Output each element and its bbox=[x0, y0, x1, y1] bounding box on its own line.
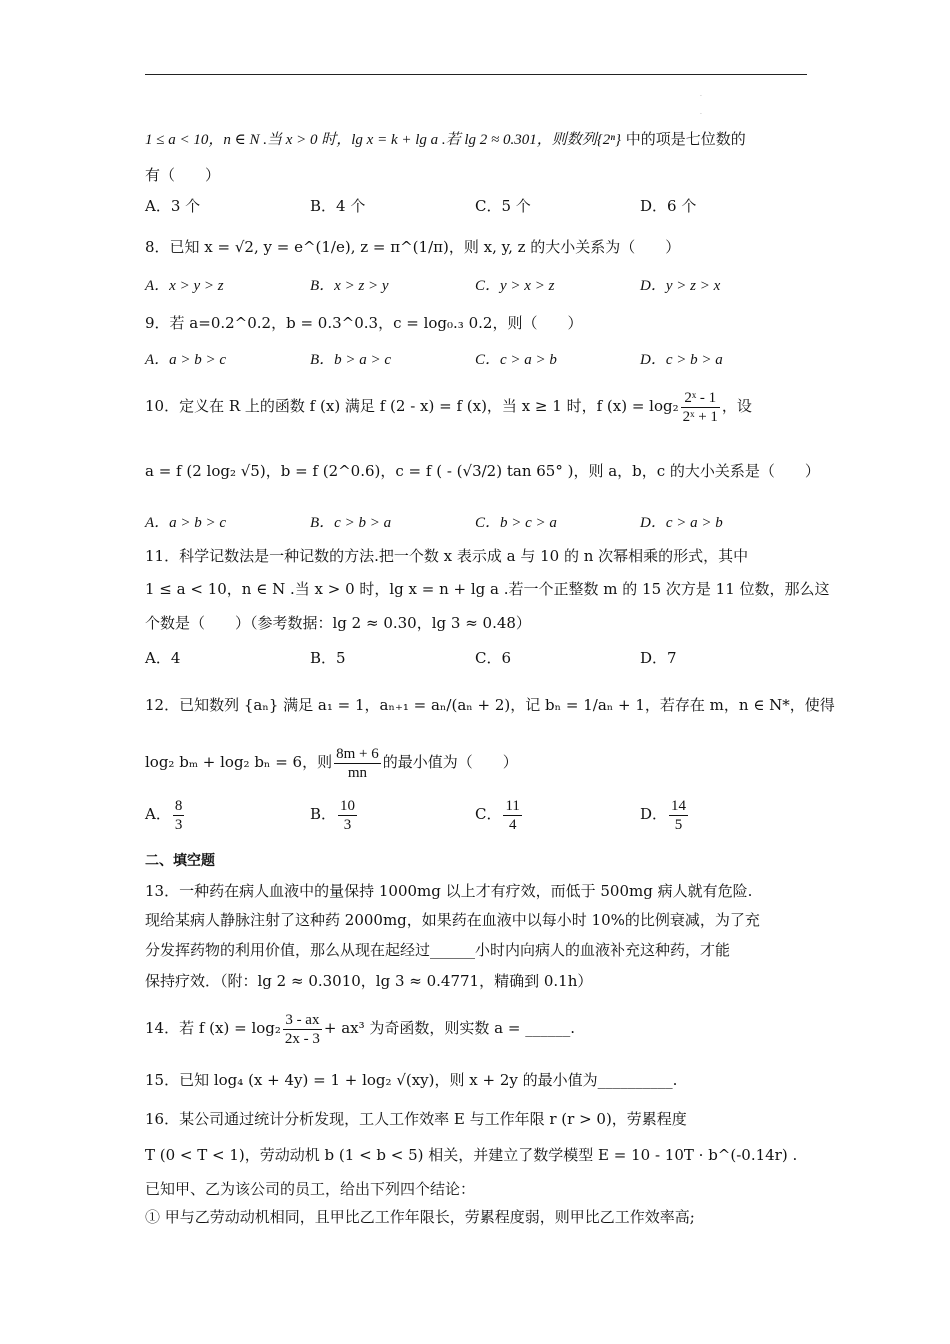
q14-stem bbox=[145, 1008, 575, 1048]
q11-options bbox=[145, 647, 807, 673]
q13-line-4: 保持疗效．（附：lg 2 ≈ 0.3010，lg 3 ≈ 0.4771，精确到 0.1h） bbox=[145, 972, 593, 990]
q15-stem: 15．已知 log₄ (x + 4y) = 1 + log₂ √(xy)，则 x + 2y 的最小值为__________. bbox=[145, 1071, 678, 1089]
q10-option-d: D．c > a > b bbox=[640, 515, 723, 531]
q12-option-d bbox=[640, 794, 690, 834]
q9-stem: 9．若 a=0.2^0.2，b = 0.3^0.3，c = log₀.₃ 0.2，则（ ） bbox=[145, 314, 583, 332]
q16-line-2: T (0 < T < 1)，劳动动机 b (1 < b < 5) 相关，并建立了数学模型 E = 10 - 10T · b^(-0.14r) . bbox=[145, 1146, 798, 1164]
q14-text: 14．若 f (x) = log₂ bbox=[145, 1019, 281, 1037]
q10-text: 10．定义在 R 上的函数 f (x) 满足 f (2 - x) = f (x)，当 x ≥ 1 时，f (x) = log₂ bbox=[145, 397, 679, 415]
q11-line-1: 11．科学记数法是一种记数的方法.把一个数 x 表示成 a 与 10 的 n 次幂相乘的形式，其中 bbox=[145, 547, 749, 565]
q12-option-c-frac bbox=[503, 797, 521, 834]
q16-line-3: 已知甲、乙为该公司的员工，给出下列四个结论： bbox=[145, 1180, 476, 1198]
q12-stem-line-2 bbox=[145, 742, 518, 782]
q10-stem-line-2: a = f (2 log₂ √5)，b = f (2^0.6)，c = f ( - (√3/2) tan 65° )，则 a，b，c 的大小关系是（ ） bbox=[145, 462, 820, 480]
q7-option-a: A．3 个 bbox=[145, 197, 201, 215]
q10-fraction bbox=[681, 389, 720, 426]
q12-option-c-den: 4 bbox=[508, 816, 517, 833]
q12-option-b-label: B． bbox=[310, 805, 337, 823]
q10-stem-line-1 bbox=[145, 386, 752, 426]
q12-option-b-num: 10 bbox=[340, 797, 356, 814]
header-rule bbox=[145, 74, 807, 75]
q7-sequence: {2ⁿ} bbox=[596, 132, 622, 148]
q10-text-tail: ，设 bbox=[721, 397, 752, 415]
q13-line-2: 现给某病人静脉注射了这种药 2000mg，如果药在血液中以每小时 10%的比例衰减，为了充 bbox=[145, 911, 760, 929]
q7-line-1 bbox=[145, 128, 746, 151]
q12-frac-num: 8m + 6 bbox=[336, 745, 379, 762]
q7-text-tail: 中的项是七位数的 bbox=[621, 130, 746, 148]
corner-marks: . . bbox=[700, 91, 702, 116]
q12-option-d-frac bbox=[669, 797, 688, 834]
q9-option-b: B．b > a > c bbox=[310, 352, 392, 368]
q10-option-a: A．a > b > c bbox=[145, 515, 227, 531]
q10-options bbox=[145, 512, 807, 538]
q7-option-b: B．4 个 bbox=[310, 197, 366, 215]
q14-frac-num: 3 - ax bbox=[283, 1011, 322, 1030]
q12-options bbox=[145, 794, 807, 834]
q12-option-a-den: 3 bbox=[174, 816, 183, 833]
q12-option-c-label: C． bbox=[475, 805, 502, 823]
q10-option-c: C．b > c > a bbox=[475, 515, 557, 531]
q14-fraction bbox=[283, 1011, 322, 1048]
q9-option-a: A．a > b > c bbox=[145, 352, 227, 368]
q8-option-d: D．y > z > x bbox=[640, 278, 721, 294]
q11-line-3: 个数是（ ）（参考数据：lg 2 ≈ 0.30，lg 3 ≈ 0.48） bbox=[145, 614, 531, 632]
q7-option-c: C．5 个 bbox=[475, 197, 531, 215]
q7-line-2: 有（ ） bbox=[145, 166, 221, 184]
q12-fraction bbox=[334, 745, 381, 782]
q12-frac-den: mn bbox=[347, 764, 367, 781]
q12-option-d-num: 14 bbox=[671, 797, 687, 814]
q11-line-2: 1 ≤ a < 10，n ∈ N .当 x > 0 时，lg x = n + lg a .若一个正整数 m 的 15 次方是 11 位数，那么这 bbox=[145, 580, 830, 598]
q12-stem-line-1: 12．已知数列 {aₙ} 满足 a₁ = 1，aₙ₊₁ = aₙ/(aₙ + 2)，记 bₙ = 1/aₙ + 1，若存在 m，n ∈ N*，使得 bbox=[145, 696, 835, 714]
q11-option-a: A．4 bbox=[145, 649, 181, 667]
q12-text-tail: 的最小值为（ ） bbox=[382, 753, 518, 771]
q8-option-b: B．x > z > y bbox=[310, 278, 389, 294]
q7-options bbox=[145, 195, 807, 221]
q12-text: log₂ bₘ + log₂ bₙ = 6，则 bbox=[145, 753, 333, 771]
q11-option-d: D．7 bbox=[640, 649, 677, 667]
q12-option-b-den: 3 bbox=[343, 816, 352, 833]
q9-options bbox=[145, 349, 807, 375]
q12-option-a bbox=[145, 794, 186, 834]
q12-option-a-frac bbox=[173, 797, 185, 834]
q8-option-a: A．x > y > z bbox=[145, 278, 224, 294]
q12-option-d-label: D． bbox=[640, 805, 668, 823]
q12-option-d-den: 5 bbox=[674, 816, 683, 833]
q8-option-c: C．y > x > z bbox=[475, 278, 555, 294]
q14-text-tail: + ax³ 为奇函数，则实数 a = ______. bbox=[323, 1019, 575, 1037]
q10-option-b: B．c > b > a bbox=[310, 515, 392, 531]
q12-option-c-num: 11 bbox=[505, 797, 520, 814]
q16-line-4: ① 甲与乙劳动动机相同，且甲比乙工作年限长，劳累程度弱，则甲比乙工作效率高; bbox=[145, 1208, 695, 1226]
q9-option-c: C．c > a > b bbox=[475, 352, 557, 368]
q10-frac-num: 2ˣ - 1 bbox=[681, 389, 720, 408]
q12-option-b bbox=[310, 794, 359, 834]
q16-line-1: 16．某公司通过统计分析发现，工人工作效率 E 与工作年限 r (r > 0)，劳累程度 bbox=[145, 1110, 687, 1128]
q11-option-c: C．6 bbox=[475, 649, 512, 667]
q12-option-c bbox=[475, 794, 524, 834]
q9-option-d: D．c > b > a bbox=[640, 352, 723, 368]
section-heading-fill-in: 二、填空题 bbox=[145, 853, 215, 869]
q7-option-d: D．6 个 bbox=[640, 197, 697, 215]
q7-text: 1 ≤ a < 10，n ∈ N .当 x > 0 时，lg x = k + lg a .若 lg 2 ≈ 0.301，则数列 bbox=[145, 132, 597, 148]
q13-line-1: 13．一种药在病人血液中的量保持 1000mg 以上才有疗效，而低于 500mg 病人就有危险. bbox=[145, 882, 753, 900]
q11-option-b: B．5 bbox=[310, 649, 346, 667]
q8-options bbox=[145, 275, 807, 301]
q13-line-3: 分发挥药物的利用价值，那么从现在起经过______小时内向病人的血液补充这种药，才能 bbox=[145, 941, 731, 959]
q10-frac-den: 2ˣ + 1 bbox=[682, 408, 718, 425]
q12-option-a-label: A． bbox=[145, 805, 171, 823]
q14-frac-den: 2x - 3 bbox=[284, 1030, 320, 1047]
q8-stem: 8．已知 x = √2, y = e^(1/e), z = π^(1/π)，则 x, y, z 的大小关系为（ ） bbox=[145, 238, 681, 256]
q12-option-a-num: 8 bbox=[174, 797, 183, 814]
q12-option-b-frac bbox=[338, 797, 357, 834]
